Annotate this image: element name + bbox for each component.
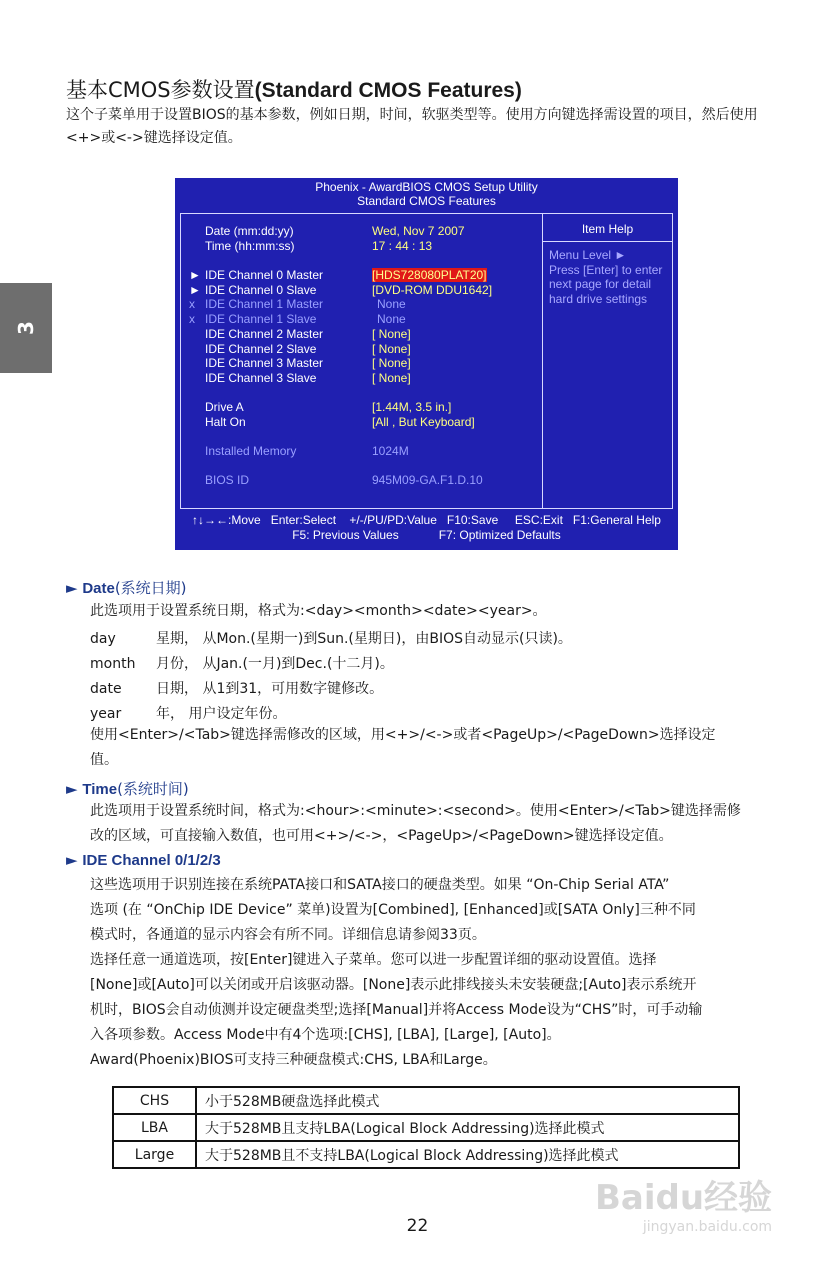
row-label: Time (hh:mm:ss) bbox=[205, 239, 295, 253]
ide-paragraph-line: 入各项参数。Access Mode中有4个选项:[CHS], [LBA], [Large], [Auto]。 bbox=[90, 1027, 561, 1043]
bios-screen bbox=[175, 178, 678, 550]
watermark-brand: Baidu经验 bbox=[595, 1178, 773, 1218]
time-description-line: 改的区域，可直接输入数值，也可用<+>/<->，<PageUp>/<PageDown>键选择设定值。 bbox=[90, 828, 673, 844]
mode-cell: CHS bbox=[113, 1087, 196, 1114]
row-label: IDE Channel 3 Slave bbox=[205, 371, 317, 385]
date-note-line: 值。 bbox=[90, 752, 118, 768]
ide-paragraph-line: 机时，BIOS会自动侦测并设定硬盘类型;选择[Manual]并将Access Mode设为“CHS”时，可手动输 bbox=[90, 1002, 703, 1018]
disabled-x-icon: x bbox=[189, 312, 195, 326]
time-heading: ► Time(系统时间) bbox=[66, 780, 189, 798]
hdd-mode-table bbox=[112, 1086, 740, 1169]
row-value-selected: [HDS728080PLAT20] bbox=[372, 268, 487, 282]
row-value: None bbox=[377, 297, 406, 311]
table-row bbox=[113, 1114, 739, 1141]
item-help-body bbox=[543, 242, 672, 306]
baidu-watermark bbox=[595, 1170, 772, 1235]
date-heading-cn: (系统日期) bbox=[114, 579, 187, 597]
row-value: None bbox=[377, 312, 406, 326]
item-text: 日期， 从1到31，可用数字键修改。 bbox=[156, 681, 384, 697]
menu-level-text: Menu Level ► bbox=[549, 248, 627, 262]
mode-desc-cell: 大于528MB且不支持LBA(Logical Block Addressing)选择此模式 bbox=[196, 1141, 739, 1168]
submenu-arrow-icon: ► bbox=[189, 268, 201, 282]
bios-header-utility: Phoenix - AwardBIOS CMOS Setup Utility bbox=[315, 180, 538, 194]
bios-frame bbox=[180, 213, 673, 509]
mode-cell: Large bbox=[113, 1141, 196, 1168]
row-label: IDE Channel 0 Slave bbox=[205, 283, 317, 297]
bios-header-menu: Standard CMOS Features bbox=[357, 194, 496, 208]
ide-paragraph-line: [None]或[Auto]可以关闭或开启该驱动器。[None]表示此排线接头未安装硬盘;[Auto]表示系统开 bbox=[90, 977, 697, 993]
row-label: Halt On bbox=[205, 415, 246, 429]
row-label: BIOS ID bbox=[205, 473, 250, 487]
item-text: 星期， 从Mon.(星期一)到Sun.(星期日)，由BIOS自动显示(只读)。 bbox=[156, 631, 572, 647]
row-value: [ None] bbox=[372, 371, 411, 385]
submenu-arrow-icon: ► bbox=[189, 283, 201, 297]
date-item-day bbox=[90, 628, 572, 648]
ide-paragraph-line: 模式时，各通道的显示内容会有所不同。详细信息请参阅33页。 bbox=[90, 927, 486, 943]
page-number: 22 bbox=[406, 1216, 429, 1236]
item-key: day bbox=[90, 631, 116, 647]
ide-paragraph-line: 选项 (在 “OnChip IDE Device” 菜单)设置为[Combined], [Enhanced]或[SATA Only]三种不同 bbox=[90, 902, 696, 918]
intro-text: 这个子菜单用于设置BIOS的基本参数，例如日期，时间，软驱类型等。使用方向键选择需设置的项目，然后使用<+>或<->键选择设定值。 bbox=[66, 107, 758, 146]
help-line: next page for detail bbox=[549, 277, 652, 291]
row-value: [All , But Keyboard] bbox=[372, 415, 475, 429]
row-label: IDE Channel 2 Slave bbox=[205, 342, 317, 356]
row-value: 945M09-GA.F1.D.10 bbox=[372, 473, 483, 487]
row-label: Date (mm:dd:yy) bbox=[205, 224, 294, 238]
ide-paragraph-line: 选择任意一通道选项，按[Enter]键进入子菜单。您可以进一步配置详细的驱动设置值。选择 bbox=[90, 952, 657, 968]
row-value: [ None] bbox=[372, 342, 411, 356]
title-en: (Standard CMOS Features) bbox=[254, 79, 522, 102]
bios-function-keys: F5: Previous Values F7: Optimized Defaults bbox=[292, 528, 561, 542]
item-help-panel bbox=[543, 214, 672, 508]
date-description: 此选项用于设置系统日期，格式为:<day><month><date><year>。 bbox=[90, 603, 547, 619]
row-label: Drive A bbox=[205, 400, 244, 414]
item-key: date bbox=[90, 681, 122, 697]
bios-key-legend: ↑↓→←:Move Enter:Select +/-/PU/PD:Value F10:Save ESC:Exit F1:General Help bbox=[192, 513, 661, 527]
row-label: IDE Channel 0 Master bbox=[205, 268, 324, 282]
time-heading-en: Time bbox=[82, 781, 118, 798]
time-description-line: 此选项用于设置系统时间，格式为:<hour>:<minute>:<second>。使用<Enter>/<Tab>键选择需修 bbox=[90, 803, 741, 819]
row-label: IDE Channel 2 Master bbox=[205, 327, 324, 341]
item-key: month bbox=[90, 656, 136, 672]
chapter-tab bbox=[0, 283, 52, 373]
ide-paragraph-line: 这些选项用于识别连接在系统PATA接口和SATA接口的硬盘类型。如果 “On-Chip Serial ATA” bbox=[90, 877, 670, 893]
row-value: Wed, Nov 7 2007 bbox=[372, 224, 465, 238]
date-item-date bbox=[90, 678, 383, 698]
date-item-year bbox=[90, 703, 286, 723]
date-heading-en: Date bbox=[82, 580, 115, 597]
ide-paragraph-line: Award(Phoenix)BIOS可支持三种硬盘模式:CHS, LBA和Large。 bbox=[90, 1052, 497, 1068]
help-line: hard drive settings bbox=[549, 291, 648, 306]
ide-heading: ► IDE Channel 0/1/2/3 bbox=[66, 851, 221, 869]
item-text: 月份， 从Jan.(一月)到Dec.(十二月)。 bbox=[156, 656, 394, 672]
help-line: Press [Enter] to enter bbox=[549, 262, 663, 277]
table-row bbox=[113, 1141, 739, 1168]
bios-settings-panel bbox=[181, 214, 543, 508]
ide-heading-text: IDE Channel 0/1/2/3 bbox=[82, 852, 221, 869]
title-cn: 基本CMOS参数设置 bbox=[66, 78, 255, 102]
time-heading-cn: (系统时间) bbox=[117, 780, 189, 798]
date-note-line: 使用<Enter>/<Tab>键选择需修改的区域，用<+>/<->或者<PageUp>/<PageDown>选择设定 bbox=[90, 727, 716, 743]
item-text: 年， 用户设定年份。 bbox=[156, 706, 287, 722]
page-title bbox=[66, 74, 522, 104]
item-key: year bbox=[90, 706, 122, 722]
date-heading: ► Date(系统日期) bbox=[66, 579, 187, 597]
row-value: [DVD-ROM DDU1642] bbox=[372, 283, 493, 297]
bios-footer bbox=[175, 513, 678, 543]
mode-cell: LBA bbox=[113, 1114, 196, 1141]
table-row bbox=[113, 1087, 739, 1114]
row-value: 1024M bbox=[372, 444, 409, 458]
chapter-number: 3 bbox=[13, 321, 38, 335]
row-label: Installed Memory bbox=[205, 444, 297, 458]
row-value: [ None] bbox=[372, 356, 411, 370]
row-value: [1.44M, 3.5 in.] bbox=[372, 400, 452, 414]
row-label: IDE Channel 1 Slave bbox=[205, 312, 317, 326]
row-value: 17 : 44 : 13 bbox=[372, 239, 433, 253]
watermark-url: jingyan.baidu.com bbox=[642, 1219, 773, 1235]
bios-header bbox=[175, 178, 678, 208]
mode-desc-cell: 小于528MB硬盘选择此模式 bbox=[196, 1087, 739, 1114]
row-label: IDE Channel 3 Master bbox=[205, 356, 324, 370]
disabled-x-icon: x bbox=[189, 297, 195, 311]
row-value: [ None] bbox=[372, 327, 411, 341]
date-item-month bbox=[90, 653, 394, 673]
item-help-title: Item Help bbox=[543, 214, 672, 242]
mode-desc-cell: 大于528MB且支持LBA(Logical Block Addressing)选择此模式 bbox=[196, 1114, 739, 1141]
row-label: IDE Channel 1 Master bbox=[205, 297, 324, 311]
